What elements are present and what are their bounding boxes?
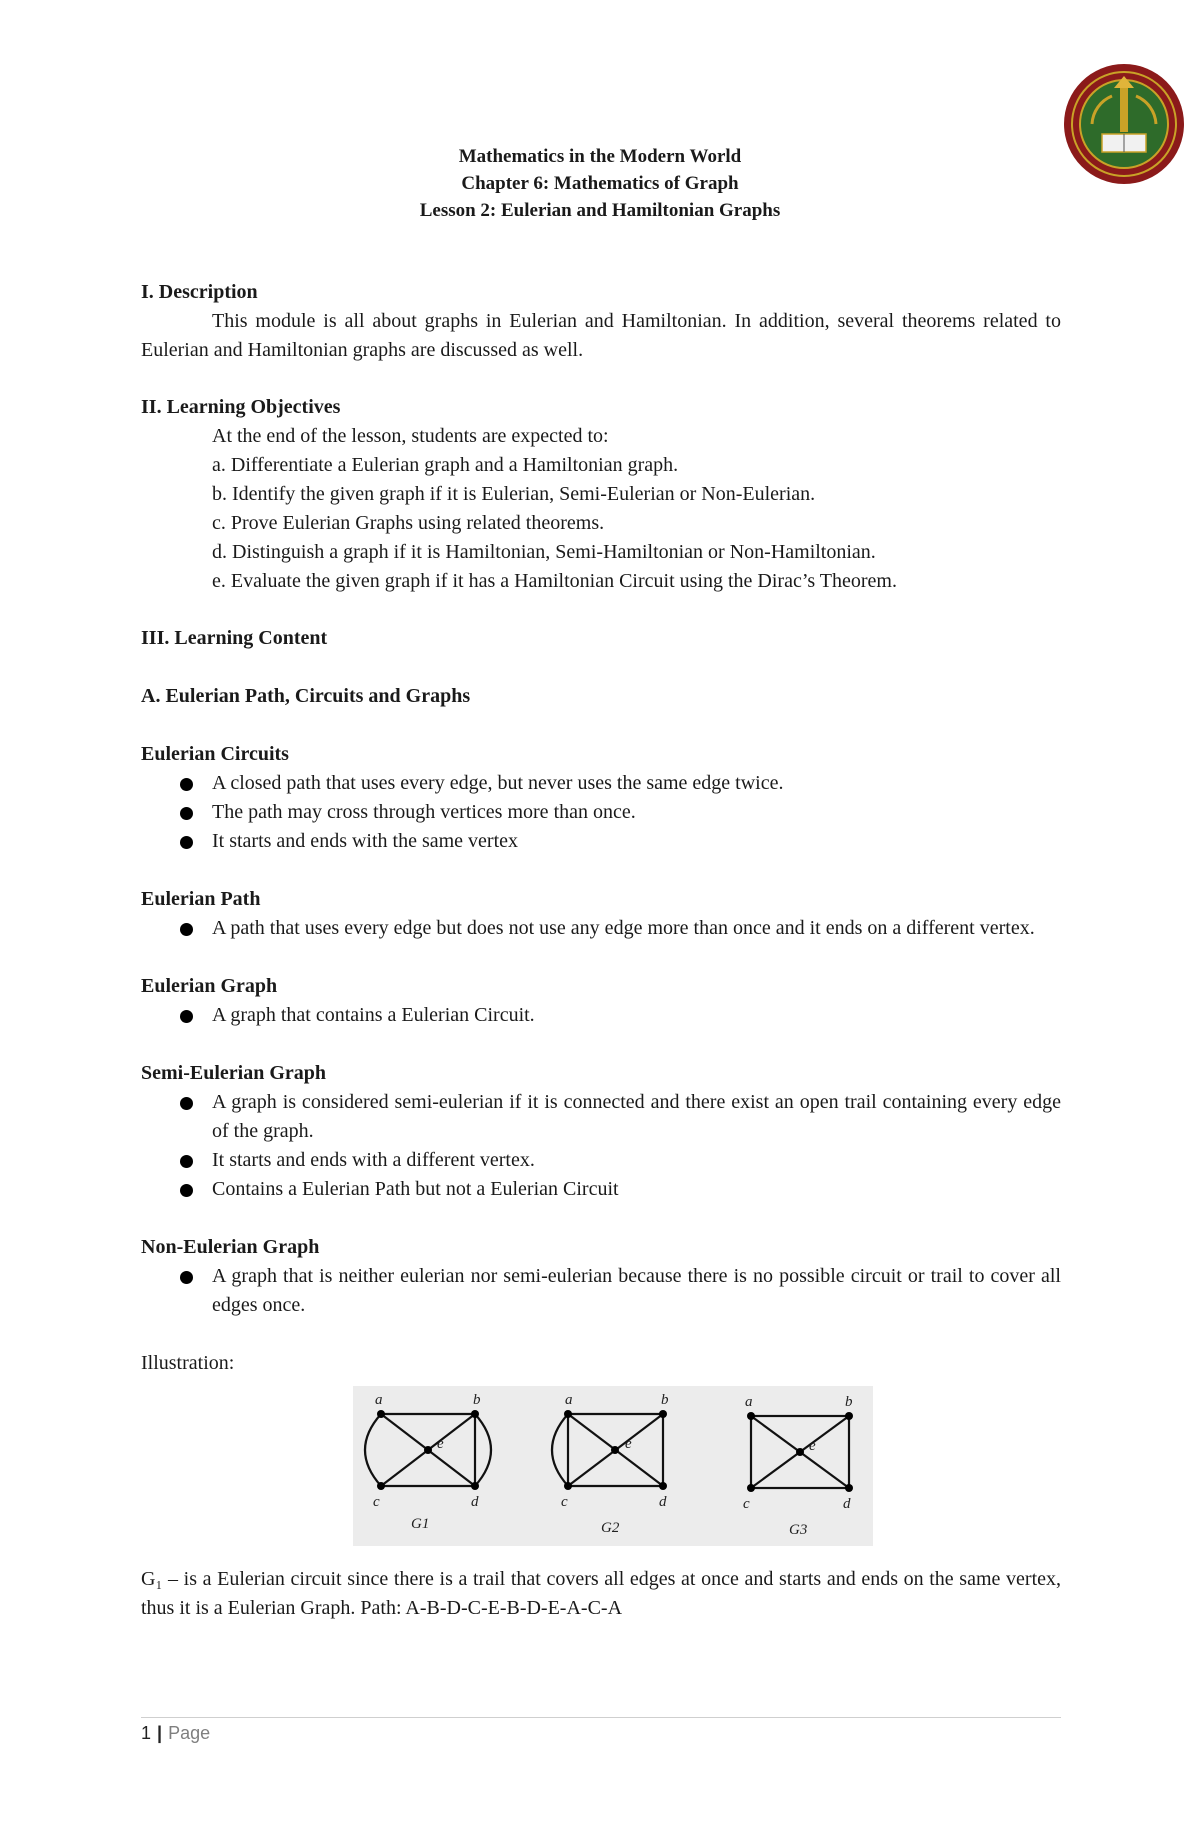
- page-number: 1: [141, 1723, 152, 1743]
- objective-item: c. Prove Eulerian Graphs using related theorems.: [212, 512, 605, 534]
- objective-item: a. Differentiate a Eulerian graph and a Hamiltonian graph.: [212, 454, 679, 476]
- bullet-item: The path may cross through vertices more than once.: [141, 798, 1061, 827]
- bullet-item: A path that uses every edge but does not use any edge more than once and it ends on a different vertex.: [141, 914, 1061, 943]
- bullet-list: [141, 914, 1061, 943]
- vertex-label: b: [661, 1392, 669, 1408]
- description-heading: I. Description: [141, 281, 258, 303]
- course-title: Mathematics in the Modern World: [458, 146, 742, 167]
- footer-divider: [141, 1717, 1061, 1718]
- content-subheading: A. Eulerian Path, Circuits and Graphs: [141, 685, 471, 707]
- vertex-label: c: [743, 1496, 750, 1512]
- graph-name: G1: [411, 1516, 430, 1532]
- footer-separator: |: [157, 1723, 163, 1743]
- vertex-label: d: [659, 1494, 667, 1510]
- vertex-label: c: [561, 1494, 568, 1510]
- bullet-list: [141, 1262, 1061, 1320]
- vertex-label: e: [809, 1438, 816, 1454]
- bullet-item: A graph that contains a Eulerian Circuit.: [141, 1001, 1061, 1030]
- college-seal-logo: [1062, 62, 1186, 186]
- vertex-label: e: [437, 1436, 444, 1452]
- vertex-label: a: [375, 1392, 383, 1408]
- section-title-eulerian-circuits: Eulerian Circuits: [141, 743, 289, 765]
- vertex-label: b: [473, 1392, 481, 1408]
- vertex-label: e: [625, 1436, 632, 1452]
- section-title-eulerian-graph: Eulerian Graph: [141, 975, 278, 997]
- objectives-heading: II. Learning Objectives: [141, 396, 341, 418]
- objectives-intro: At the end of the lesson, students are expected to:: [212, 425, 609, 447]
- vertex-label: d: [843, 1496, 851, 1512]
- objective-item: e. Evaluate the given graph if it has a Hamiltonian Circuit using the Dirac’s Theorem.: [212, 570, 897, 592]
- objective-item: d. Distinguish a graph if it is Hamiltonian, Semi-Hamiltonian or Non-Hamiltonian.: [212, 541, 876, 563]
- vertex-label: d: [471, 1494, 479, 1510]
- page-footer: [141, 1723, 210, 1744]
- bullet-item: It starts and ends with the same vertex: [141, 827, 1061, 856]
- chapter-title: Chapter 6: Mathematics of Graph: [461, 173, 739, 194]
- vertex-label: a: [745, 1394, 753, 1410]
- illustration-label: Illustration:: [141, 1352, 235, 1374]
- section-title-semi-eulerian-graph: Semi-Eulerian Graph: [141, 1062, 327, 1084]
- vertex-label: a: [565, 1392, 573, 1408]
- content-heading: III. Learning Content: [141, 627, 328, 649]
- bullet-list: [141, 1088, 1061, 1204]
- graph-figure: [353, 1386, 873, 1546]
- bullet-item: A closed path that uses every edge, but never uses the same edge twice.: [141, 769, 1061, 798]
- vertex-label: b: [845, 1394, 853, 1410]
- lesson-title: Lesson 2: Eulerian and Hamiltonian Graphs: [419, 200, 781, 221]
- document-header: [140, 143, 1060, 224]
- section-title-non-eulerian-graph: Non-Eulerian Graph: [141, 1236, 320, 1258]
- section-title-eulerian-path: Eulerian Path: [141, 888, 261, 910]
- description-text: This module is all about graphs in Eulerian and Hamiltonian. In addition, several theorems related to Eulerian and Hamiltonian graphs are discussed as well.: [141, 310, 1061, 361]
- bullet-list: [141, 769, 1061, 856]
- document-body: [141, 278, 1061, 1623]
- objective-item: b. Identify the given graph if it is Eulerian, Semi-Eulerian or Non-Eulerian.: [212, 483, 816, 505]
- graph-illustration: [141, 1386, 1061, 1551]
- graph-name: G2: [601, 1520, 620, 1536]
- bullet-list: [141, 1001, 1061, 1030]
- bullet-item: It starts and ends with a different vertex.: [141, 1146, 1061, 1175]
- bullet-item: A graph is considered semi-eulerian if it is connected and there exist an open trail containing every edge of the graph.: [141, 1088, 1061, 1146]
- g1-explanation: G₁ – is a Eulerian circuit since there is a trail that covers all edges at once and starts and ends on the same vertex, thus it is a Eulerian Graph. Path: A-B-D-C-E-B-D-E-A-C-A: [141, 1568, 1061, 1619]
- page-word: Page: [168, 1723, 211, 1743]
- bullet-item: Contains a Eulerian Path but not a Eulerian Circuit: [141, 1175, 1061, 1204]
- vertex-label: c: [373, 1494, 380, 1510]
- graph-name: G3: [789, 1522, 808, 1538]
- bullet-item: A graph that is neither eulerian nor semi-eulerian because there is no possible circuit or trail to cover all edges once.: [141, 1262, 1061, 1320]
